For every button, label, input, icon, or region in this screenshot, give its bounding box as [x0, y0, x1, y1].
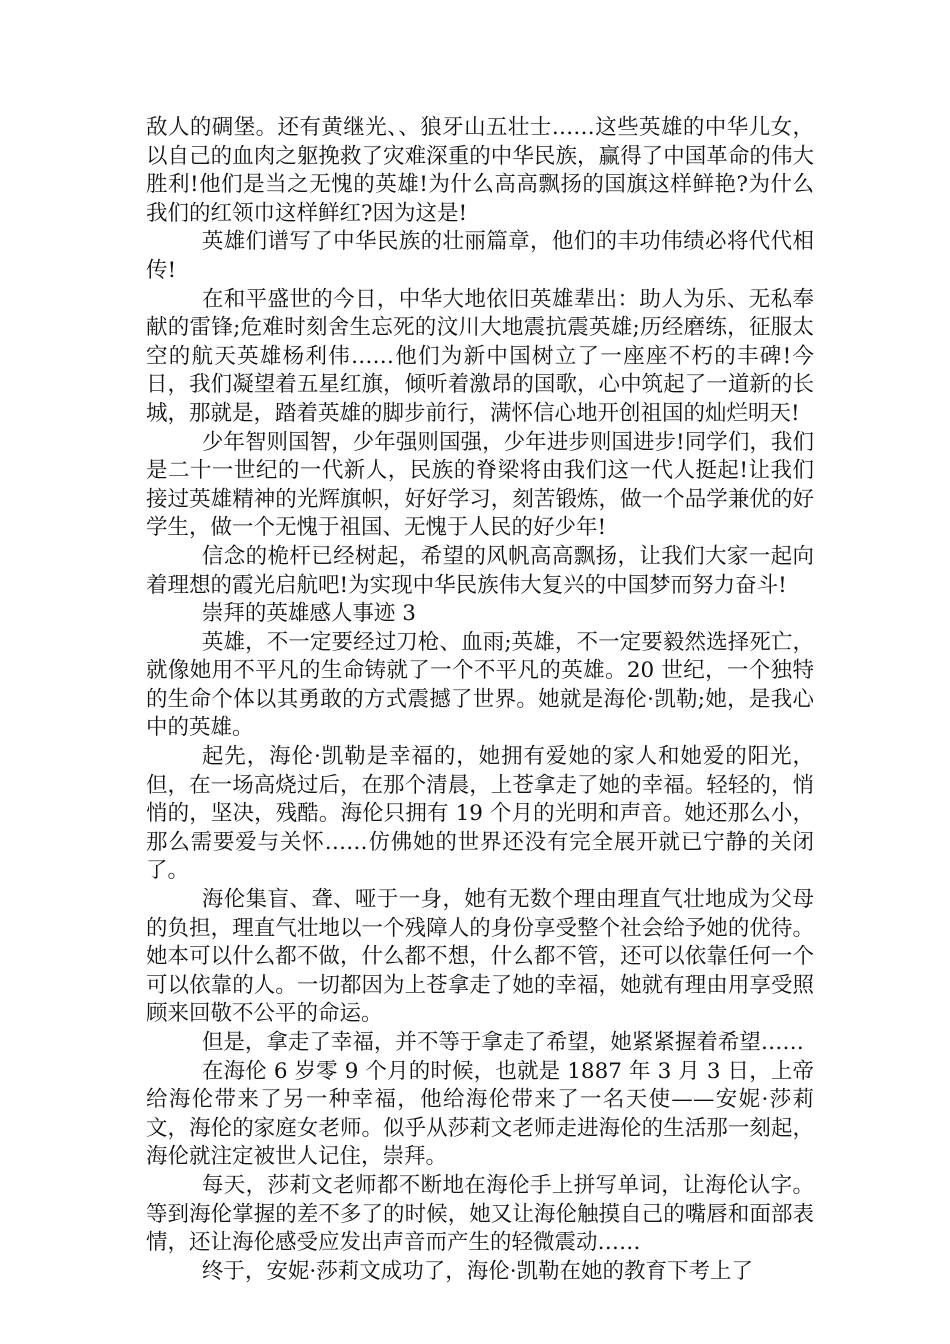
paragraph: 起先，海伦·凯勒是幸福的，她拥有爱她的家人和她爱的阳光，但，在一场高烧过后，在那个清晨，上苍拿走了她的幸福。轻轻的，悄悄的，坚决，残酷。海伦只拥有 19 个月的光明和声音。她还那么小，那么需要爱与关怀……仿佛她的世界还没有完全展开就已宁静的关闭了。 — [146, 744, 814, 884]
document-page — [146, 114, 814, 1286]
paragraph: 在和平盛世的今日，中华大地依旧英雄辈出：助人为乐、无私奉献的雷锋;危难时刻舍生忘死的汶川大地震抗震英雄;历经磨练，征服太空的航天英雄杨利伟……他们为新中国树立了一座座不朽的丰碑!今日，我们凝望着五星红旗，倾听着激昂的国歌，心中筑起了一道新的长城，那就是，踏着英雄的脚步前行，满怀信心地开创祖国的灿烂明天! — [146, 286, 814, 426]
paragraph: 终于，安妮·莎莉文成功了，海伦·凯勒在她的教育下考上了 — [201, 1258, 754, 1284]
paragraph: 少年智则国智，少年强则国强，少年进步则国进步!同学们，我们是二十一世纪的一代新人，民族的脊梁将由我们这一代人挺起!让我们接过英雄精神的光辉旗帜，好好学习，刻苦锻炼，做一个品学兼优的好学生，做一个无愧于祖国、无愧于人民的好少年! — [146, 429, 814, 541]
paragraph: 在海伦 6 岁零 9 个月的时候，也就是 1887 年 3 月 3 日，上帝给海伦带来了另一种幸福，他给海伦带来了一名天使——安妮·莎莉文，海伦的家庭女老师。似乎从莎莉文老师走进海伦的生活那一刻起，海伦就注定被世人记住，崇拜。 — [146, 1058, 814, 1170]
paragraph: 海伦集盲、聋、哑于一身，她有无数个理由理直气壮地成为父母的负担，理直气壮地以一个残障人的身份享受整个社会给予她的优待。她本可以什么都不做，什么都不想，什么都不管，还可以依靠任何一个可以依靠的人。一切都因为上苍拿走了她的幸福，她就有理由用享受照顾来回敬不公平的命运。 — [146, 887, 814, 1027]
paragraph: 敌人的碉堡。还有黄继光、、狼牙山五壮士……这些英雄的中华儿女，以自己的血肉之躯挽救了灾难深重的中华民族，赢得了中国革命的伟大胜利!他们是当之无愧的英雄!为什么高高飘扬的国旗这样鲜艳?为什么我们的红领巾这样鲜红?因为这是! — [146, 115, 814, 226]
paragraph: 信念的桅杆已经树起，希望的风帆高高飘扬，让我们大家一起向着理想的霞光启航吧!为实现中华民族伟大复兴的中国梦而努力奋斗! — [146, 543, 814, 598]
paragraph: 但是，拿走了幸福，并不等于拿走了希望，她紧紧握着希望…… — [201, 1030, 804, 1055]
paragraph: 英雄们谱写了中华民族的壮丽篇章，他们的丰功伟绩必将代代相传! — [146, 229, 814, 283]
section-heading: 崇拜的英雄感人事迹 3 — [201, 601, 416, 627]
paragraph: 英雄，不一定要经过刀枪、血雨;英雄，不一定要毅然选择死亡，就像她用不平凡的生命铸就了一个不平凡的英雄。20 世纪，一个独特的生命个体以其勇敢的方式震撼了世界。她就是海伦·凯勒;她，是我心中的英雄。 — [146, 629, 814, 741]
paragraph: 每天，莎莉文老师都不断地在海伦手上拼写单词，让海伦认字。等到海伦掌握的差不多了的时候，她又让海伦触摸自己的嘴唇和面部表情，还让海伦感受应发出声音而产生的轻微震动…… — [146, 1172, 814, 1256]
